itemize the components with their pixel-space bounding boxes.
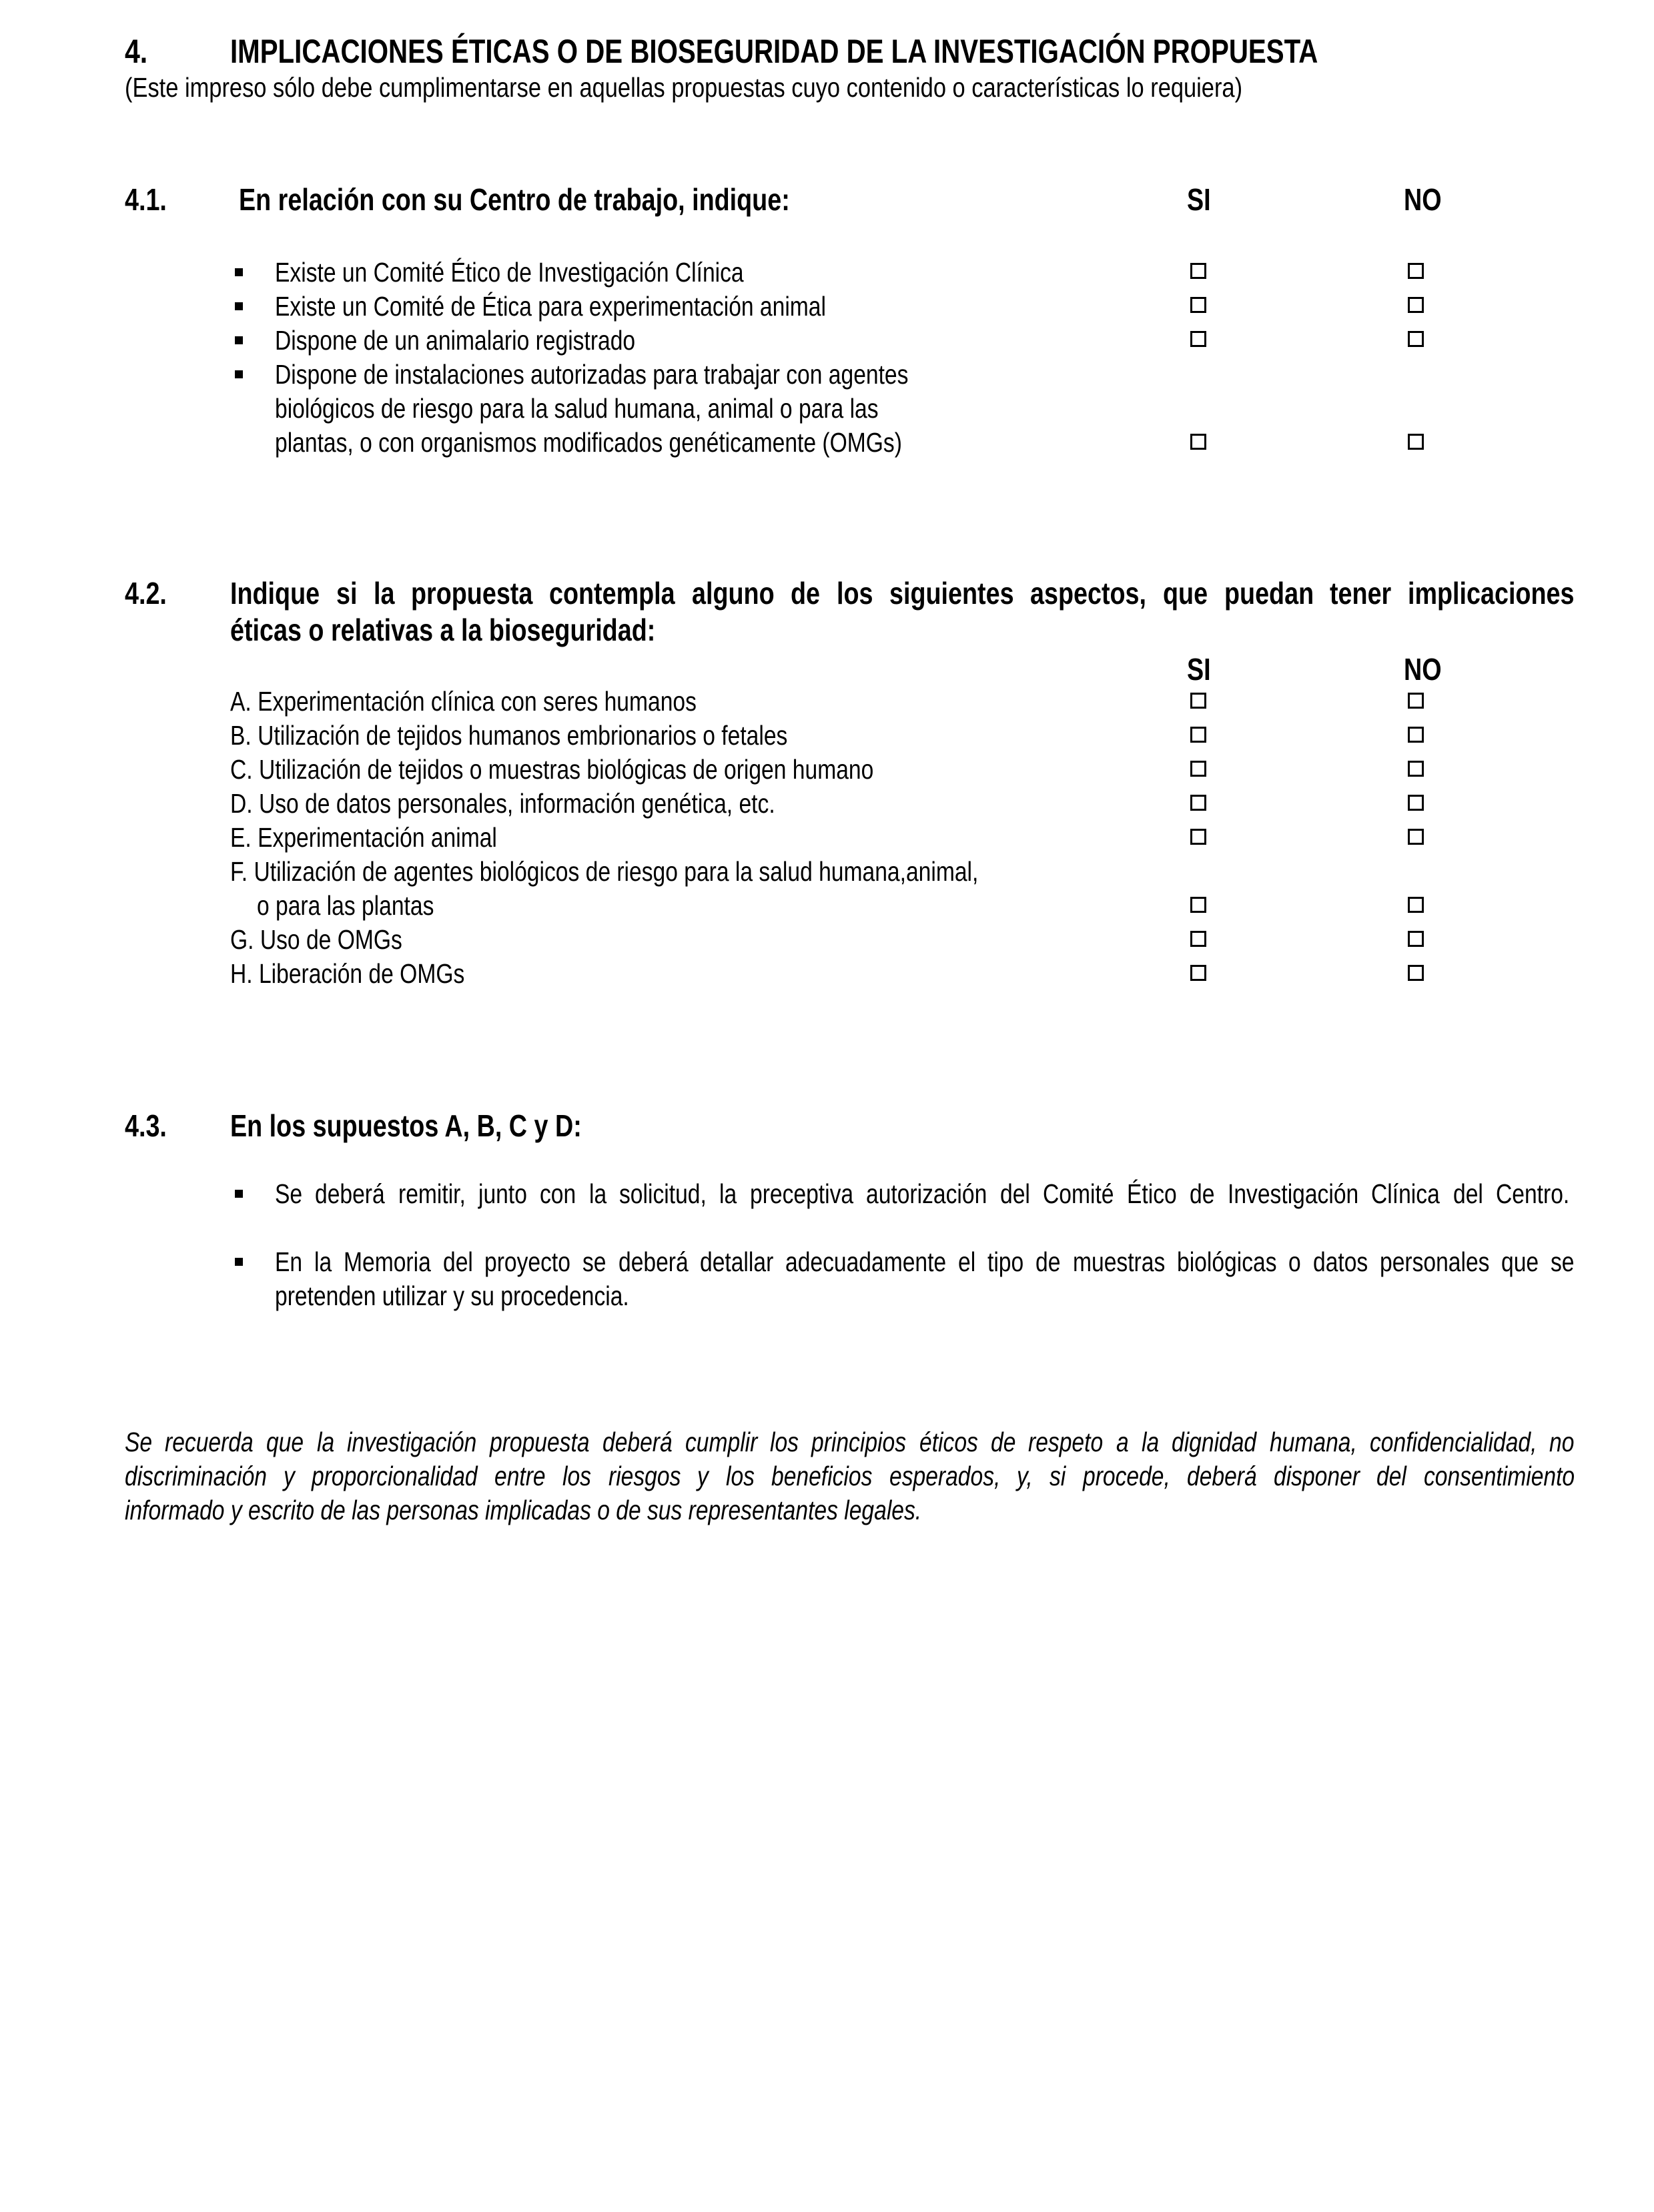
word: a bbox=[1116, 1427, 1129, 1457]
word: del bbox=[1376, 1461, 1407, 1491]
list-item-text: Existe un Comité Ético de Investigación Clínica bbox=[275, 257, 744, 288]
section-4-1-no-header: NO bbox=[1404, 182, 1442, 217]
word: alguno bbox=[691, 576, 775, 611]
word: disponer bbox=[1274, 1461, 1360, 1491]
section-4-title: IMPLICACIONES ÉTICAS O DE BIOSEGURIDAD DE LA INVESTIGACIÓN PROPUESTA bbox=[230, 33, 1318, 70]
word: Se bbox=[275, 1178, 303, 1209]
checkbox-no-datos-personales[interactable] bbox=[1408, 795, 1424, 811]
bullet-icon bbox=[235, 1258, 243, 1266]
word: confidencialidad, bbox=[1369, 1427, 1537, 1457]
word: proyecto bbox=[484, 1246, 571, 1277]
checkbox-si-animalario[interactable] bbox=[1190, 331, 1206, 347]
word: si bbox=[1050, 1461, 1066, 1491]
section-4-3-bullet1 bbox=[275, 1178, 1569, 1210]
word: los bbox=[770, 1427, 799, 1457]
word: de bbox=[990, 1427, 1016, 1457]
word: con bbox=[540, 1178, 576, 1209]
word: tipo bbox=[987, 1246, 1024, 1277]
word: si bbox=[336, 576, 358, 611]
word: puedan bbox=[1224, 576, 1314, 611]
list-item-text: F. Utilización de agentes biológicos de riesgo para la salud humana,animal, bbox=[230, 856, 979, 887]
word: datos bbox=[1312, 1246, 1368, 1277]
word: el bbox=[958, 1246, 976, 1277]
word: Investigación bbox=[1227, 1178, 1359, 1209]
checkbox-si-muestras-humanas[interactable] bbox=[1190, 761, 1206, 777]
word: la bbox=[1141, 1427, 1159, 1457]
word: En bbox=[275, 1246, 303, 1277]
list-item-text: G. Uso de OMGs bbox=[230, 924, 402, 955]
word: riesgos bbox=[608, 1461, 681, 1491]
list-item-text: H. Liberación de OMGs bbox=[230, 958, 465, 989]
checkbox-si-experimentacion-animal[interactable] bbox=[1190, 829, 1206, 845]
word: beneficios bbox=[771, 1461, 873, 1491]
section-4-2-no-header: NO bbox=[1404, 652, 1442, 687]
word: biológicas bbox=[1176, 1246, 1277, 1277]
list-item-text: C. Utilización de tejidos o muestras biológicas de origen humano bbox=[230, 754, 874, 785]
bullet-icon bbox=[235, 268, 243, 276]
word: Ético bbox=[1126, 1178, 1177, 1209]
word: autorización bbox=[866, 1178, 987, 1209]
closing-note-line3: informado y escrito de las personas implicadas o de sus representantes legales. bbox=[125, 1495, 922, 1525]
bullet-icon bbox=[235, 1190, 243, 1198]
word: siguientes bbox=[889, 576, 1014, 611]
checkbox-no-comite-etico-clinico[interactable] bbox=[1408, 263, 1424, 279]
list-item-text: D. Uso de datos personales, información genética, etc. bbox=[230, 788, 775, 819]
list-item-text: o para las plantas bbox=[257, 890, 434, 921]
word: de bbox=[790, 576, 820, 611]
word: del bbox=[999, 1178, 1030, 1209]
checkbox-no-uso-omgs[interactable] bbox=[1408, 931, 1424, 947]
word: solicitud, bbox=[619, 1178, 707, 1209]
word: deberá bbox=[602, 1427, 673, 1457]
word: propuesta bbox=[489, 1427, 590, 1457]
word: y bbox=[697, 1461, 709, 1491]
section-4-1-title: En relación con su Centro de trabajo, indique: bbox=[239, 182, 790, 217]
word: se bbox=[1551, 1246, 1575, 1277]
list-item-text: biológicos de riesgo para la salud humana, animal o para las bbox=[275, 393, 879, 424]
checkbox-si-datos-personales[interactable] bbox=[1190, 795, 1206, 811]
word: o bbox=[1288, 1246, 1301, 1277]
word: y bbox=[284, 1461, 296, 1491]
word: investigación bbox=[347, 1427, 477, 1457]
word: éticos bbox=[919, 1427, 978, 1457]
word: recuerda bbox=[165, 1427, 254, 1457]
word: Indique bbox=[230, 576, 320, 611]
section-4-2-si-header: SI bbox=[1187, 652, 1211, 687]
word: personales bbox=[1379, 1246, 1490, 1277]
word: Centro. bbox=[1495, 1178, 1570, 1209]
section-4-subtitle: (Este impreso sólo debe cumplimentarse en aquellas propuestas cuyo contenido o características lo requiera) bbox=[125, 72, 1243, 103]
word: principios bbox=[811, 1427, 907, 1457]
word: del bbox=[442, 1246, 473, 1277]
closing-note-line1 bbox=[125, 1427, 1575, 1458]
word: Memoria bbox=[344, 1246, 431, 1277]
word: Comité bbox=[1043, 1178, 1114, 1209]
word: los bbox=[725, 1461, 755, 1491]
word: la bbox=[373, 576, 395, 611]
word: que bbox=[1162, 576, 1208, 611]
list-item-text: E. Experimentación animal bbox=[230, 822, 497, 853]
word: entre bbox=[494, 1461, 546, 1491]
checkbox-si-agentes-biologicos[interactable] bbox=[1190, 897, 1206, 913]
checkbox-no-comite-etica-animal[interactable] bbox=[1408, 297, 1424, 313]
word: los bbox=[562, 1461, 592, 1491]
section-4-2-title-line1 bbox=[230, 575, 1575, 611]
word: proporcionalidad bbox=[312, 1461, 478, 1491]
word: aspectos, bbox=[1030, 576, 1147, 611]
checkbox-si-liberacion-omgs[interactable] bbox=[1190, 965, 1206, 981]
list-item-text: Dispone de un animalario registrado bbox=[275, 325, 636, 356]
list-item-text: A. Experimentación clínica con seres humanos bbox=[230, 686, 697, 717]
word: detallar bbox=[700, 1246, 774, 1277]
word: la bbox=[316, 1427, 334, 1457]
word: Se bbox=[125, 1427, 153, 1457]
word: deberá bbox=[618, 1246, 689, 1277]
checkbox-no-liberacion-omgs[interactable] bbox=[1408, 965, 1424, 981]
section-4-number: 4. bbox=[125, 33, 148, 70]
bullet-icon bbox=[235, 370, 243, 378]
word: remitir, bbox=[398, 1178, 466, 1209]
bullet-icon bbox=[235, 302, 243, 310]
checkbox-si-tejidos-embrionarios[interactable] bbox=[1190, 727, 1206, 743]
word: deberá bbox=[1187, 1461, 1257, 1491]
word: cumplir bbox=[685, 1427, 757, 1457]
checkbox-no-experimentacion-animal[interactable] bbox=[1408, 829, 1424, 845]
word: esperados, bbox=[889, 1461, 1000, 1491]
checkbox-si-comite-etica-animal[interactable] bbox=[1190, 297, 1206, 313]
checkbox-no-instalaciones-autorizadas[interactable] bbox=[1408, 434, 1424, 450]
word: que bbox=[1501, 1246, 1539, 1277]
word: contempla bbox=[549, 576, 675, 611]
word: discriminación bbox=[125, 1461, 268, 1491]
word: deberá bbox=[315, 1178, 386, 1209]
word: humana, bbox=[1269, 1427, 1357, 1457]
list-item-text: Existe un Comité de Ética para experimentación animal bbox=[275, 291, 826, 322]
word: junto bbox=[478, 1178, 527, 1209]
word: de bbox=[1036, 1246, 1061, 1277]
checkbox-si-comite-etico-clinico[interactable] bbox=[1190, 263, 1206, 279]
word: la bbox=[719, 1178, 737, 1209]
word: de bbox=[1190, 1178, 1215, 1209]
section-4-3-bullet2-line1 bbox=[275, 1246, 1575, 1278]
list-item-text: plantas, o con organismos modificados genéticamente (OMGs) bbox=[275, 427, 902, 458]
word: se bbox=[582, 1246, 606, 1277]
list-item-text: B. Utilización de tejidos humanos embrionarios o fetales bbox=[230, 720, 788, 751]
section-4-3-title: En los supuestos A, B, C y D: bbox=[230, 1108, 582, 1143]
word: preceptiva bbox=[749, 1178, 853, 1209]
word: adecuadamente bbox=[785, 1246, 947, 1277]
closing-note-line2 bbox=[125, 1461, 1575, 1492]
word: del bbox=[1453, 1178, 1483, 1209]
word: respeto bbox=[1028, 1427, 1104, 1457]
word: propuesta bbox=[411, 576, 533, 611]
word: que bbox=[266, 1427, 304, 1457]
bullet-icon bbox=[235, 336, 243, 344]
word: la bbox=[588, 1178, 606, 1209]
checkbox-no-experimentacion-clinica[interactable] bbox=[1408, 693, 1424, 709]
checkbox-si-experimentacion-clinica[interactable] bbox=[1190, 693, 1206, 709]
checkbox-no-muestras-humanas[interactable] bbox=[1408, 761, 1424, 777]
list-item-text: Dispone de instalaciones autorizadas para trabajar con agentes bbox=[275, 359, 909, 390]
checkbox-no-tejidos-embrionarios[interactable] bbox=[1408, 727, 1424, 743]
section-4-1-si-header: SI bbox=[1187, 182, 1211, 217]
word: y, bbox=[1017, 1461, 1033, 1491]
checkbox-si-uso-omgs[interactable] bbox=[1190, 931, 1206, 947]
word: implicaciones bbox=[1408, 576, 1575, 611]
word: tener bbox=[1330, 576, 1392, 611]
section-4-3-bullet2-line2: pretenden utilizar y su procedencia. bbox=[275, 1280, 629, 1311]
word: no bbox=[1549, 1427, 1575, 1457]
word: los bbox=[836, 576, 873, 611]
section-4-2-title-line2: éticas o relativas a la bioseguridad: bbox=[230, 613, 656, 647]
word: la bbox=[314, 1246, 332, 1277]
word: procede, bbox=[1082, 1461, 1170, 1491]
word: muestras bbox=[1072, 1246, 1166, 1277]
checkbox-si-instalaciones-autorizadas[interactable] bbox=[1190, 434, 1206, 450]
section-4-2-number: 4.2. bbox=[125, 576, 167, 611]
checkbox-no-agentes-biologicos[interactable] bbox=[1408, 897, 1424, 913]
word: consentimiento bbox=[1423, 1461, 1575, 1491]
checkbox-no-animalario[interactable] bbox=[1408, 331, 1424, 347]
word: Clínica bbox=[1371, 1178, 1440, 1209]
section-4-3-number: 4.3. bbox=[125, 1108, 167, 1143]
word: dignidad bbox=[1172, 1427, 1257, 1457]
section-4-1-number: 4.1. bbox=[125, 182, 167, 217]
